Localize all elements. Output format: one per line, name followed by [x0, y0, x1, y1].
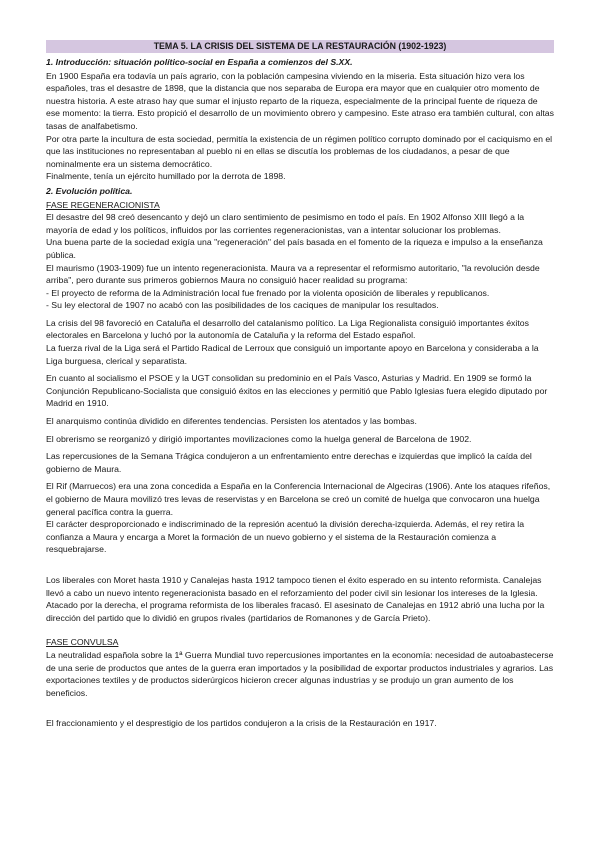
paragraph: El fraccionamiento y el desprestigio de los partidos condujeron a la crisis de la Restauración en 1917. [46, 718, 437, 729]
list-item: - El proyecto de reforma de la Administración local fue frenado por la violenta oposición de liberales y republicanos. [46, 287, 490, 298]
paragraph: La neutralidad española sobre la 1ª Guerra Mundial tuvo repercusiones importantes en la economía: necesidad de autoabastecerse de una serie de productos que antes de la guerra eran importados y la posibilidad de exportar productos industriales y agrarios. Las exportaciones textiles y de productos siderúrgicos hicieron crecer algunas industrias y se produjo un gran aumento de los beneficios. [46, 649, 554, 698]
paragraph: Los liberales con Moret hasta 1910 y Canalejas hasta 1912 tampoco tienen el éxito esperado en su intento reformista. Canalejas llevó a cabo un nuevo intento regeneracionista basado en el reforzamiento del poder civil sin lesionar los intereses de la Iglesia. Atacado por la derecha, el programa reformista de los liberales fracasó. El asesinato de Canalejas en 1912 abrió una lucha por la dirección del partido que lo dividió en grupos rivales (partidarios de Romanones y de García Prieto). [46, 574, 545, 623]
paragraph: Las repercusiones de la Semana Trágica condujeron a un enfrentamiento entre derechas e izquierdas que implicó la caída del gobierno de Maura. [46, 451, 532, 474]
paragraph: En 1900 España era todavía un país agrario, con la población campesina viviendo en la miseria. Esta situación hizo vera los españoles, tras el desastre de 1898, que la distancia que nos separaba de Europa era mayor que en cualquier otro momento de nuestra historia. A este atraso hay que sumar el injusto reparto de la riqueza, especialmente de la principal fuente de riqueza de ese momento: la tierra. Esto propició el desarrollo de un movimiento obrero y campesino. Este atraso era también cultural, con altas tasas de analfabetismo. [46, 70, 554, 131]
paragraph: La crisis del 98 favoreció en Cataluña el desarrollo del catalanismo político. La Liga Regionalista consiguió importantes éxitos electorales en Barcelona y luchó por la autonomía de Cataluña y la reforma del Estado español. [46, 317, 529, 341]
section-1-heading: 1. Introducción: situación político-social en España a comienzos del S.XX. [46, 57, 353, 67]
list-item: - Su ley electoral de 1907 no acabó con las posibilidades de los caciques de manipular los resultados. [46, 300, 439, 311]
section-2-heading: 2. Evolución política. [46, 185, 133, 196]
phase-heading-convulsa: FASE CONVULSA [46, 637, 119, 648]
paragraph: El desastre del 98 creó desencanto y dejó un claro sentimiento de pesimismo en todo el país. En 1902 Alfonso XIII llegó a la mayoría de edad y los políticos, influidos por las corrientes regeneracionistas, van a intentar solucionar los problemas. [46, 212, 525, 235]
paragraph: Por otra parte la incultura de esta sociedad, permitía la existencia de un régimen político corrupto dominado por el caciquismo en el que las instituciones no representaban al pueblo ni en ellas se discutía los problemas de los ciudadanos, a pesar de que nominalmente era un sistema democrático. [46, 133, 553, 169]
paragraph: El maurismo (1903-1909) fue un intento regeneracionista. Maura va a representar el reformismo autoritario, "la revolución desde arriba", pero durante sus primeros gobiernos Maura no consiguió hacer realidad su programa: [46, 262, 540, 286]
paragraph: Una buena parte de la sociedad exigía una "regeneración" del país basada en el fomento de la riqueza e impulso a la enseñanza pública. [46, 237, 543, 260]
paragraph: Finalmente, tenía un ejército humillado por la derrota de 1898. [46, 171, 286, 182]
document-title: TEMA 5. LA CRISIS DEL SISTEMA DE LA RESTAURACIÓN (1902-1923) [46, 40, 554, 53]
paragraph: En cuanto al socialismo el PSOE y la UGT consolidan su predominio en el País Vasco, Asturias y Madrid. En 1909 se formó la Conjunción Republicano-Socialista que consiguió éxitos en las elecciones y permitió que Pablo Iglesias fuera elegido diputado por Madrid en 1910. [46, 373, 548, 409]
phase-heading-regeneracionista: FASE REGENERACIONISTA [46, 199, 160, 210]
paragraph: La fuerza rival de la Liga será el Partido Radical de Lerroux que consiguió un importante apoyo en Barcelona y consideraba a la Liga burguesa, clerical y separatista. [46, 343, 539, 366]
paragraph: El obrerismo se reorganizó y dirigió importantes movilizaciones como la huelga general de Barcelona de 1902. [46, 433, 472, 444]
paragraph: El Rif (Marruecos) era una zona concedida a España en la Conferencia Internacional de Algeciras (1906). Ante los ataques rifeños, el gobierno de Maura movilizó tres levas de reservistas y en Barcelona se creó un comité de huelga que convocaron una huelga general pacífica contra la guerra. [46, 481, 551, 517]
paragraph: El carácter desproporcionado e indiscriminado de la represión acentuó la división derecha-izquierda. Además, el rey retira la confianza a Maura y encarga a Moret la formación de un nuevo gobierno y el sistema de la Restauración comienza a resquebrajarse. [46, 519, 525, 555]
paragraph: El anarquismo continúa dividido en diferentes tendencias. Persisten los atentados y las bombas. [46, 416, 417, 427]
